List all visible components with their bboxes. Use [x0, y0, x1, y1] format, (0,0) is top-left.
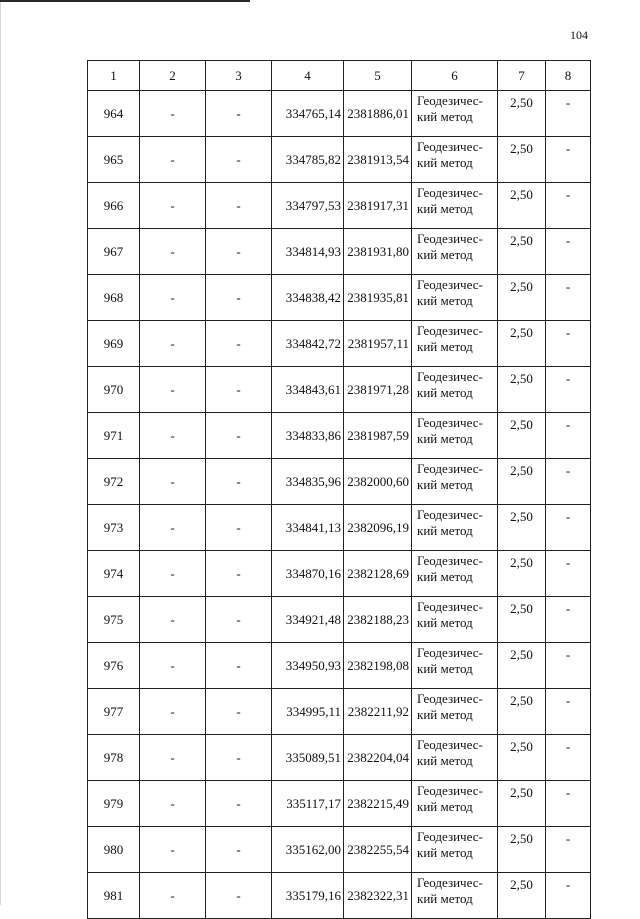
table-header-row: [88, 61, 591, 91]
y-coordinate-cell: 2382211,92: [344, 689, 412, 735]
point-number-cell: 966: [88, 183, 140, 229]
column-header: 4: [272, 61, 344, 91]
column-3-cell: -: [206, 735, 272, 781]
point-number-cell: 967: [88, 229, 140, 275]
column-8-cell: -: [546, 551, 591, 597]
column-2-cell: -: [140, 873, 206, 919]
y-coordinate-cell: 2381913,54: [344, 137, 412, 183]
point-number-cell: 965: [88, 137, 140, 183]
accuracy-cell: 2,50: [498, 643, 546, 689]
page-number: 104: [570, 28, 588, 42]
method-cell: Геодезичес- кий метод: [412, 459, 498, 505]
x-coordinate-cell: 335089,51: [272, 735, 344, 781]
table-row: [88, 459, 591, 505]
point-number-cell: 974: [88, 551, 140, 597]
column-3-cell: -: [206, 275, 272, 321]
x-coordinate-cell: 334814,93: [272, 229, 344, 275]
column-2-cell: -: [140, 413, 206, 459]
x-coordinate-cell: 334833,86: [272, 413, 344, 459]
point-number-cell: 970: [88, 367, 140, 413]
table-row: [88, 91, 591, 137]
table-row: [88, 643, 591, 689]
method-cell: Геодезичес- кий метод: [412, 689, 498, 735]
column-2-cell: -: [140, 643, 206, 689]
method-cell: Геодезичес- кий метод: [412, 735, 498, 781]
column-2-cell: -: [140, 137, 206, 183]
table-row: [88, 735, 591, 781]
column-3-cell: -: [206, 137, 272, 183]
column-2-cell: -: [140, 459, 206, 505]
point-number-cell: 980: [88, 827, 140, 873]
point-number-cell: 972: [88, 459, 140, 505]
accuracy-cell: 2,50: [498, 827, 546, 873]
accuracy-cell: 2,50: [498, 735, 546, 781]
point-number-cell: 977: [88, 689, 140, 735]
column-8-cell: -: [546, 597, 591, 643]
column-8-cell: -: [546, 137, 591, 183]
table-row: [88, 505, 591, 551]
x-coordinate-cell: 334870,16: [272, 551, 344, 597]
x-coordinate-cell: 335179,16: [272, 873, 344, 919]
column-2-cell: -: [140, 229, 206, 275]
point-number-cell: 979: [88, 781, 140, 827]
method-cell: Геодезичес- кий метод: [412, 597, 498, 643]
x-coordinate-cell: 334950,93: [272, 643, 344, 689]
point-number-cell: 975: [88, 597, 140, 643]
top-rule: [0, 0, 250, 2]
y-coordinate-cell: 2381987,59: [344, 413, 412, 459]
table-row: [88, 413, 591, 459]
column-2-cell: -: [140, 551, 206, 597]
y-coordinate-cell: 2382204,04: [344, 735, 412, 781]
y-coordinate-cell: 2381971,28: [344, 367, 412, 413]
column-2-cell: -: [140, 597, 206, 643]
column-2-cell: -: [140, 505, 206, 551]
table-row: [88, 137, 591, 183]
point-number-cell: 973: [88, 505, 140, 551]
x-coordinate-cell: 334995,11: [272, 689, 344, 735]
column-2-cell: -: [140, 275, 206, 321]
x-coordinate-cell: 334921,48: [272, 597, 344, 643]
accuracy-cell: 2,50: [498, 229, 546, 275]
column-header: 5: [344, 61, 412, 91]
method-cell: Геодезичес- кий метод: [412, 183, 498, 229]
table-row: [88, 321, 591, 367]
x-coordinate-cell: 334785,82: [272, 137, 344, 183]
accuracy-cell: 2,50: [498, 505, 546, 551]
column-8-cell: -: [546, 689, 591, 735]
method-cell: Геодезичес- кий метод: [412, 827, 498, 873]
coordinates-table: [87, 60, 591, 919]
accuracy-cell: 2,50: [498, 321, 546, 367]
column-3-cell: -: [206, 183, 272, 229]
column-3-cell: -: [206, 827, 272, 873]
column-2-cell: -: [140, 735, 206, 781]
accuracy-cell: 2,50: [498, 183, 546, 229]
table-row: [88, 183, 591, 229]
column-3-cell: -: [206, 367, 272, 413]
y-coordinate-cell: 2381931,80: [344, 229, 412, 275]
column-3-cell: -: [206, 643, 272, 689]
table-row: [88, 275, 591, 321]
column-3-cell: -: [206, 873, 272, 919]
x-coordinate-cell: 334797,53: [272, 183, 344, 229]
column-2-cell: -: [140, 183, 206, 229]
method-cell: Геодезичес- кий метод: [412, 551, 498, 597]
point-number-cell: 981: [88, 873, 140, 919]
column-8-cell: -: [546, 827, 591, 873]
y-coordinate-cell: 2381957,11: [344, 321, 412, 367]
column-2-cell: -: [140, 781, 206, 827]
column-8-cell: -: [546, 413, 591, 459]
y-coordinate-cell: 2382000,60: [344, 459, 412, 505]
column-header: 8: [546, 61, 591, 91]
accuracy-cell: 2,50: [498, 91, 546, 137]
column-header: 6: [412, 61, 498, 91]
column-8-cell: -: [546, 367, 591, 413]
point-number-cell: 964: [88, 91, 140, 137]
accuracy-cell: 2,50: [498, 137, 546, 183]
column-2-cell: -: [140, 827, 206, 873]
accuracy-cell: 2,50: [498, 689, 546, 735]
method-cell: Геодезичес- кий метод: [412, 367, 498, 413]
column-8-cell: -: [546, 459, 591, 505]
column-3-cell: -: [206, 459, 272, 505]
column-2-cell: -: [140, 321, 206, 367]
column-header: 7: [498, 61, 546, 91]
method-cell: Геодезичес- кий метод: [412, 505, 498, 551]
column-2-cell: -: [140, 91, 206, 137]
column-3-cell: -: [206, 413, 272, 459]
method-cell: Геодезичес- кий метод: [412, 873, 498, 919]
column-3-cell: -: [206, 551, 272, 597]
column-8-cell: -: [546, 275, 591, 321]
point-number-cell: 978: [88, 735, 140, 781]
column-3-cell: -: [206, 781, 272, 827]
column-8-cell: -: [546, 873, 591, 919]
column-2-cell: -: [140, 689, 206, 735]
column-3-cell: -: [206, 505, 272, 551]
accuracy-cell: 2,50: [498, 367, 546, 413]
method-cell: Геодезичес- кий метод: [412, 643, 498, 689]
method-cell: Геодезичес- кий метод: [412, 413, 498, 459]
point-number-cell: 968: [88, 275, 140, 321]
y-coordinate-cell: 2382128,69: [344, 551, 412, 597]
column-2-cell: -: [140, 367, 206, 413]
y-coordinate-cell: 2381917,31: [344, 183, 412, 229]
accuracy-cell: 2,50: [498, 459, 546, 505]
y-coordinate-cell: 2382096,19: [344, 505, 412, 551]
table-row: [88, 827, 591, 873]
column-8-cell: -: [546, 735, 591, 781]
column-header: 3: [206, 61, 272, 91]
method-cell: Геодезичес- кий метод: [412, 91, 498, 137]
point-number-cell: 971: [88, 413, 140, 459]
x-coordinate-cell: 334838,42: [272, 275, 344, 321]
column-3-cell: -: [206, 229, 272, 275]
x-coordinate-cell: 334765,14: [272, 91, 344, 137]
accuracy-cell: 2,50: [498, 275, 546, 321]
x-coordinate-cell: 335162,00: [272, 827, 344, 873]
column-3-cell: -: [206, 91, 272, 137]
point-number-cell: 969: [88, 321, 140, 367]
column-8-cell: -: [546, 781, 591, 827]
table-row: [88, 873, 591, 919]
column-8-cell: -: [546, 643, 591, 689]
method-cell: Геодезичес- кий метод: [412, 137, 498, 183]
method-cell: Геодезичес- кий метод: [412, 229, 498, 275]
column-3-cell: -: [206, 689, 272, 735]
page-edge: [0, 0, 1, 905]
method-cell: Геодезичес- кий метод: [412, 781, 498, 827]
table-row: [88, 367, 591, 413]
point-number-cell: 976: [88, 643, 140, 689]
y-coordinate-cell: 2382198,08: [344, 643, 412, 689]
accuracy-cell: 2,50: [498, 873, 546, 919]
x-coordinate-cell: 334842,72: [272, 321, 344, 367]
y-coordinate-cell: 2382188,23: [344, 597, 412, 643]
table-row: [88, 229, 591, 275]
x-coordinate-cell: 334841,13: [272, 505, 344, 551]
y-coordinate-cell: 2382255,54: [344, 827, 412, 873]
column-8-cell: -: [546, 321, 591, 367]
y-coordinate-cell: 2382215,49: [344, 781, 412, 827]
column-8-cell: -: [546, 183, 591, 229]
y-coordinate-cell: 2382322,31: [344, 873, 412, 919]
column-8-cell: -: [546, 505, 591, 551]
table-row: [88, 551, 591, 597]
x-coordinate-cell: 334835,96: [272, 459, 344, 505]
method-cell: Геодезичес- кий метод: [412, 275, 498, 321]
table-row: [88, 689, 591, 735]
accuracy-cell: 2,50: [498, 413, 546, 459]
x-coordinate-cell: 334843,61: [272, 367, 344, 413]
column-8-cell: -: [546, 91, 591, 137]
method-cell: Геодезичес- кий метод: [412, 321, 498, 367]
table-row: [88, 597, 591, 643]
column-header: 2: [140, 61, 206, 91]
y-coordinate-cell: 2381886,01: [344, 91, 412, 137]
y-coordinate-cell: 2381935,81: [344, 275, 412, 321]
column-header: 1: [88, 61, 140, 91]
column-8-cell: -: [546, 229, 591, 275]
column-3-cell: -: [206, 321, 272, 367]
accuracy-cell: 2,50: [498, 551, 546, 597]
x-coordinate-cell: 335117,17: [272, 781, 344, 827]
table-row: [88, 781, 591, 827]
accuracy-cell: 2,50: [498, 781, 546, 827]
column-3-cell: -: [206, 597, 272, 643]
accuracy-cell: 2,50: [498, 597, 546, 643]
